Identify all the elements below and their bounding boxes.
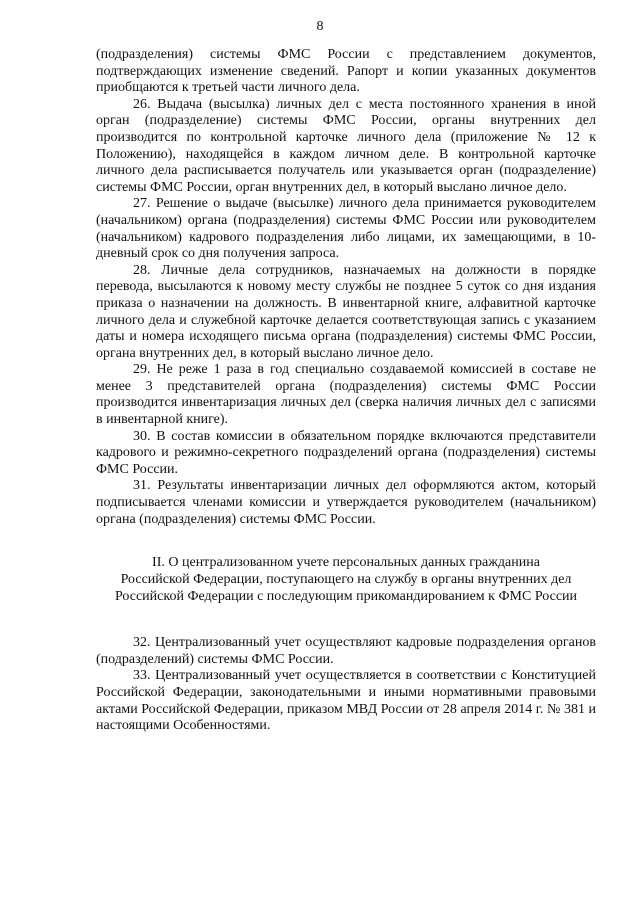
page-number: 8: [316, 19, 324, 34]
paragraphs-after: [96, 635, 596, 735]
section-heading-line-3: Российской Федерации с последующим прикомандированием к ФМС России: [114, 589, 578, 605]
paragraphs-before: [96, 47, 596, 528]
paragraph-32: 32. Централизованный учет осуществляют кадровые подразделения органов (подразделений) системы ФМС России.: [96, 635, 596, 667]
section-heading-line-2: Российской Федерации, поступающего на службу в органы внутренних дел: [120, 572, 572, 588]
paragraph-27: 27. Решение о выдаче (высылке) личного дела принимается руководителем (начальником) органа (подразделения) системы ФМС России или руководителем (начальником) кадрового подразделения либо лицами, их замещающими, в 10-дневный срок со дня получения запроса.: [96, 196, 596, 262]
paragraph-31: 31. Результаты инвентаризации личных дел оформляются актом, который подписывается членами комиссии и утверждается руководителем (начальником) органа (подразделения) системы ФМС России.: [96, 478, 596, 527]
paragraph-30: 30. В состав комиссии в обязательном порядке включаются представители кадрового и режимно-секретного подразделений органа (подразделения) системы ФМС России.: [96, 428, 596, 477]
paragraph-28: 28. Личные дела сотрудников, назначаемых на должности в порядке перевода, высылаются к новому месту службы не позднее 5 суток со дня издания приказа о назначении на должность. В инвентарной книге, алфавитной карточке личного дела и служебной карточке делается соответствующая запись с указанием даты и номера исходящего письма органа (подразделения) системы ФМС России, органа внутренних дел, в который выслано личное дело.: [96, 262, 596, 361]
paragraph-26: 26. Выдача (высылка) личных дел с места постоянного хранения в иной орган (подразделение) системы ФМС России, органы внутренних дел производится по контрольной карточке личного дела (приложение № 12 к Положению), находящейся в каждом личном деле. В контрольной карточке личного дела расписывается получатель или указывается орган (подразделение) системы ФМС России, орган внутренних дел, в который выслано личное дело.: [96, 96, 596, 195]
document-body: [96, 47, 596, 735]
paragraph-29: 29. Не реже 1 раза в год специально создаваемой комиссией в составе не менее 3 представителей органа (подразделения) системы ФМС России производится инвентаризация личных дел (сверка наличия личных дел с записями в инвентарной книге).: [96, 362, 596, 428]
section-heading-line-1: II. О централизованном учете персональных данных гражданина: [152, 555, 540, 571]
paragraph-25-continuation: (подразделения) системы ФМС России с представлением документов, подтверждающих изменение сведений. Рапорт и копии указанных документов приобщаются к третьей части личного дела.: [96, 47, 596, 96]
paragraph-33: 33. Централизованный учет осуществляется в соответствии с Конституцией Российской Федерации, законодательными и иными нормативными правовыми актами Российской Федерации, приказом МВД России от 28 апреля 2014 г. № 381 и настоящими Особенностями.: [96, 668, 596, 734]
section-heading: [96, 554, 596, 605]
